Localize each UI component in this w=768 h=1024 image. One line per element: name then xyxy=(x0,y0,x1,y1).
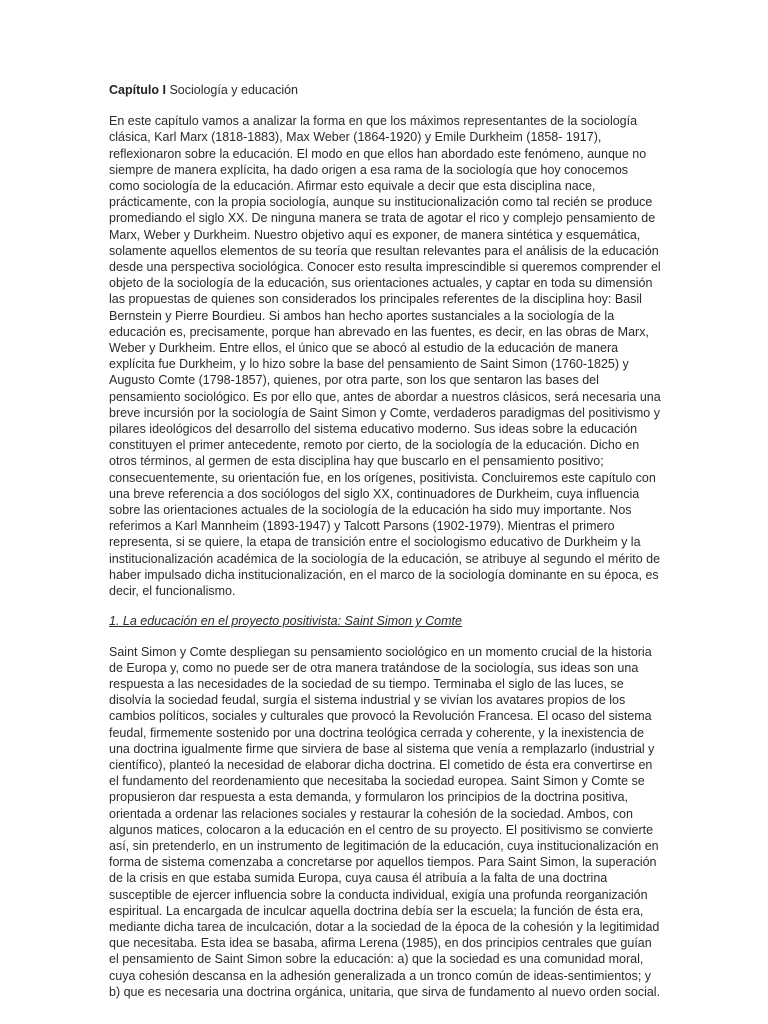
chapter-title: Sociología y educación xyxy=(169,83,298,97)
document-body xyxy=(109,82,661,1000)
chapter-heading xyxy=(109,82,661,98)
section-paragraph: Saint Simon y Comte despliegan su pensamiento sociológico en un momento crucial de la historia de Europa y, como no puede ser de otra manera tratándose de la sociología, sus ideas son una respuesta a las necesidades de la sociedad de su tiempo. Terminaba el siglo de las luces, se disolvía la sociedad feudal, surgía el sistema industrial y se vivían los avatares propios de los cambios políticos, sociales y culturales que provocó la Revolución Francesa. El ocaso del sistema feudal, firmemente sostenido por una doctrina teológica cerrada y coherente, y la inexistencia de una doctrina igualmente firme que sirviera de base al sistema que venía a remplazarlo (industrial y científico), planteó la necesidad de elaborar dicha doctrina. El cometido de ésta era convertirse en el fundamento del reordenamiento que necesitaba la sociedad europea. Saint Simon y Comte se propusieron dar respuesta a esta demanda, y formularon los principios de la doctrina positiva, orientada a ordenar las relaciones sociales y restaurar la cohesión de la sociedad. Ambos, con algunos matices, colocaron a la educación en el centro de su proyecto. El positivismo se convierte así, sin pretenderlo, en un instrumento de legitimación de la educación, cuya institucionalización en forma de sistema comenzaba a concretarse por aquellos tiempos. Para Saint Simon, la superación de la crisis en que estaba sumida Europa, cuya causa él atribuía a la falta de una doctrina susceptible de ejercer influencia sobre la conducta individual, exigía una profunda reorganización espiritual. La encargada de inculcar aquella doctrina debía ser la escuela; la función de ésta era, mediante dicha tarea de inculcación, dotar a la sociedad de la época de la cohesión y la legitimidad que necesitaba. Esta idea se basaba, afirma Lerena (1985), en dos principios centrales que guían el pensamiento de Saint Simon sobre la educación: a) que la sociedad es una comunidad moral, cuya cohesión descansa en la adhesión generalizada a un tronco común de ideas-sentimientos; y b) que es necesaria una doctrina orgánica, unitaria, que sirva de fundamento al nuevo orden social. xyxy=(109,644,661,999)
chapter-label: Capítulo I xyxy=(109,83,166,97)
section-heading: 1. La educación en el proyecto positivista: Saint Simon y Comte xyxy=(109,614,462,629)
intro-paragraph: En este capítulo vamos a analizar la forma en que los máximos representantes de la sociología clásica, Karl Marx (1818-1883), Max Weber (1864-1920) y Emile Durkheim (1858- 1917), reflexionaron sobre la educación. El modo en que ellos han abordado este fenómeno, aunque no siempre de manera explícita, ha dado origen a esa rama de la sociología que hoy conocemos como sociología de la educación. Afirmar esto equivale a decir que esta disciplina nace, prácticamente, con la propia sociología, aunque su institucionalización como tal recién se produce promediando el siglo XX. De ninguna manera se trata de agotar el rico y complejo pensamiento de Marx, Weber y Durkheim. Nuestro objetivo aquí es exponer, de manera sintética y esquemática, solamente aquellos elementos de su teoría que resultan relevantes para el análisis de la educación desde una perspectiva sociológica. Conocer esto resulta imprescindible si queremos comprender el objeto de la sociología de la educación, sus orientaciones actuales, y captar en toda su dimensión las propuestas de quienes son considerados los principales referentes de la disciplina hoy: Basil Bernstein y Pierre Bourdieu. Si ambos han hecho aportes sustanciales a la sociología de la educación es, precisamente, porque han abrevado en las fuentes, es decir, en las obras de Marx, Weber y Durkheim. Entre ellos, el único que se abocó al estudio de la educación de manera explícita fue Durkheim, y lo hizo sobre la base del pensamiento de Saint Simon (1760-1825) y Augusto Comte (1798-1857), quienes, por otra parte, son los que sentaron las bases del pensamiento sociológico. Es por ello que, antes de abordar a nuestros clásicos, será necesaria una breve incursión por la sociología de Saint Simon y Comte, verdaderos paradigmas del positivismo y pilares ideológicos del desarrollo del sistema educativo moderno. Sus ideas sobre la educación constituyen el primer antecedente, remoto por cierto, de la sociología de la educación. Dicho en otros términos, al germen de esta disciplina hay que buscarlo en el pensamiento positivo; consecuentemente, su orientación fue, en los orígenes, positivista. Concluiremos este capítulo con una breve referencia a dos sociólogos del siglo XX, continuadores de Durkheim, cuya influencia sobre las orientaciones actuales de la sociología de la educación ha sido muy importante. Nos referimos a Karl Mannheim (1893-1947) y Talcott Parsons (1902-1979). Mientras el primero representa, si se quiere, la etapa de transición entre el sociologismo educativo de Durkheim y la institucionalización académica de la sociología de la educación, se atribuye al segundo el mérito de haber impulsado dicha institucionalización, en el marco de la sociología dominante en su época, es decir, el funcionalismo. xyxy=(109,114,661,599)
